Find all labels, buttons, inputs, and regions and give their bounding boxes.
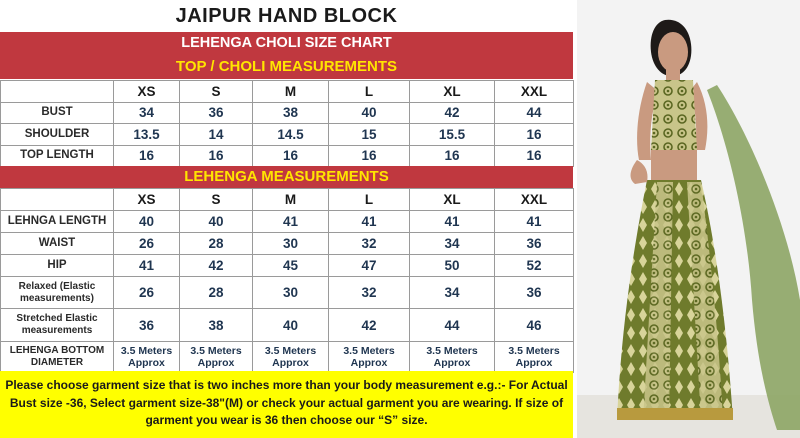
table-row <box>1 342 574 373</box>
chart-header <box>0 32 573 79</box>
size-header-row <box>1 81 574 103</box>
table-cell: 16 <box>180 145 253 167</box>
table-cell: 41 <box>253 211 329 233</box>
size-header: S <box>180 189 253 211</box>
table-cell: 36 <box>495 233 574 255</box>
table-cell: 42 <box>410 102 495 124</box>
size-header: L <box>329 189 410 211</box>
table-cell: 40 <box>253 309 329 342</box>
table-cell: 40 <box>114 211 180 233</box>
table-cell: 3.5 Meters Approx <box>329 342 410 373</box>
row-label: SHOULDER <box>1 124 114 146</box>
size-header: M <box>253 81 329 103</box>
table-cell: 30 <box>253 233 329 255</box>
table-cell: 41 <box>329 211 410 233</box>
table-cell: 28 <box>180 233 253 255</box>
table-cell: 16 <box>495 145 574 167</box>
row-label: LEHENGA BOTTOM DIAMETER <box>1 342 114 373</box>
table-row <box>1 233 574 255</box>
size-header: XXL <box>495 189 574 211</box>
table-cell: 50 <box>410 255 495 277</box>
table-cell: 26 <box>114 233 180 255</box>
table-cell: 16 <box>495 124 574 146</box>
table-cell: 46 <box>495 309 574 342</box>
size-header: L <box>329 81 410 103</box>
table-cell: 15 <box>329 124 410 146</box>
table-cell: 16 <box>410 145 495 167</box>
table-cell: 16 <box>114 145 180 167</box>
table-cell: 3.5 Meters Approx <box>180 342 253 373</box>
table-cell: 36 <box>495 277 574 309</box>
top-section-title: TOP / CHOLI MEASUREMENTS <box>175 58 398 75</box>
size-header: XL <box>410 81 495 103</box>
lehenga-section-title: LEHENGA MEASUREMENTS <box>0 166 573 188</box>
table-cell: 34 <box>114 102 180 124</box>
empty-cell <box>1 81 114 103</box>
table-cell: 3.5 Meters Approx <box>410 342 495 373</box>
table-cell: 28 <box>180 277 253 309</box>
table-cell: 15.5 <box>410 124 495 146</box>
size-header: S <box>180 81 253 103</box>
table-cell: 44 <box>495 102 574 124</box>
table-cell: 14 <box>180 124 253 146</box>
row-label: LEHNGA LENGTH <box>1 211 114 233</box>
table-cell: 44 <box>410 309 495 342</box>
model-photo <box>577 0 800 438</box>
table-cell: 45 <box>253 255 329 277</box>
table-cell: 36 <box>114 309 180 342</box>
row-label: Relaxed (Elastic measurements) <box>1 277 114 309</box>
table-row <box>1 211 574 233</box>
table-cell: 41 <box>114 255 180 277</box>
top-measurements-table <box>0 80 574 167</box>
table-cell: 40 <box>329 102 410 124</box>
size-header: XS <box>114 81 180 103</box>
table-cell: 3.5 Meters Approx <box>495 342 574 373</box>
table-cell: 40 <box>180 211 253 233</box>
row-label: TOP LENGTH <box>1 145 114 167</box>
table-cell: 3.5 Meters Approx <box>114 342 180 373</box>
brand-title: JAIPUR HAND BLOCK <box>175 4 398 27</box>
table-cell: 26 <box>114 277 180 309</box>
table-cell: 38 <box>253 102 329 124</box>
table-cell: 34 <box>410 277 495 309</box>
table-cell: 3.5 Meters Approx <box>253 342 329 373</box>
row-label: Stretched Elastic measurements <box>1 309 114 342</box>
table-row <box>1 124 574 146</box>
table-row <box>1 255 574 277</box>
table-cell: 34 <box>410 233 495 255</box>
chart-title: LEHENGA CHOLI SIZE CHART <box>181 35 392 51</box>
table-cell: 16 <box>329 145 410 167</box>
empty-cell <box>1 189 114 211</box>
row-label: WAIST <box>1 233 114 255</box>
table-cell: 30 <box>253 277 329 309</box>
table-cell: 41 <box>410 211 495 233</box>
table-cell: 47 <box>329 255 410 277</box>
size-header: XXL <box>495 81 574 103</box>
table-cell: 42 <box>180 255 253 277</box>
model-illustration <box>577 0 800 438</box>
table-cell: 16 <box>253 145 329 167</box>
table-cell: 36 <box>180 102 253 124</box>
table-row <box>1 277 574 309</box>
table-cell: 32 <box>329 233 410 255</box>
table-cell: 14.5 <box>253 124 329 146</box>
table-cell: 41 <box>495 211 574 233</box>
lehenga-measurements-table <box>0 188 574 373</box>
size-header-row <box>1 189 574 211</box>
size-header: XL <box>410 189 495 211</box>
size-advice-note: Please choose garment size that is two inches more than your body measurement e.g.:- For Actual Bust size -36, Select garment size-38"(M) or check your actual garment you are wearing. If size of garment you wear is 36 then choose our “S” size. <box>0 371 573 438</box>
table-cell: 13.5 <box>114 124 180 146</box>
table-row <box>1 309 574 342</box>
table-row <box>1 102 574 124</box>
table-row <box>1 145 574 167</box>
row-label: BUST <box>1 102 114 124</box>
table-cell: 42 <box>329 309 410 342</box>
table-cell: 38 <box>180 309 253 342</box>
table-cell: 32 <box>329 277 410 309</box>
size-header: M <box>253 189 329 211</box>
size-header: XS <box>114 189 180 211</box>
row-label: HIP <box>1 255 114 277</box>
table-cell: 52 <box>495 255 574 277</box>
